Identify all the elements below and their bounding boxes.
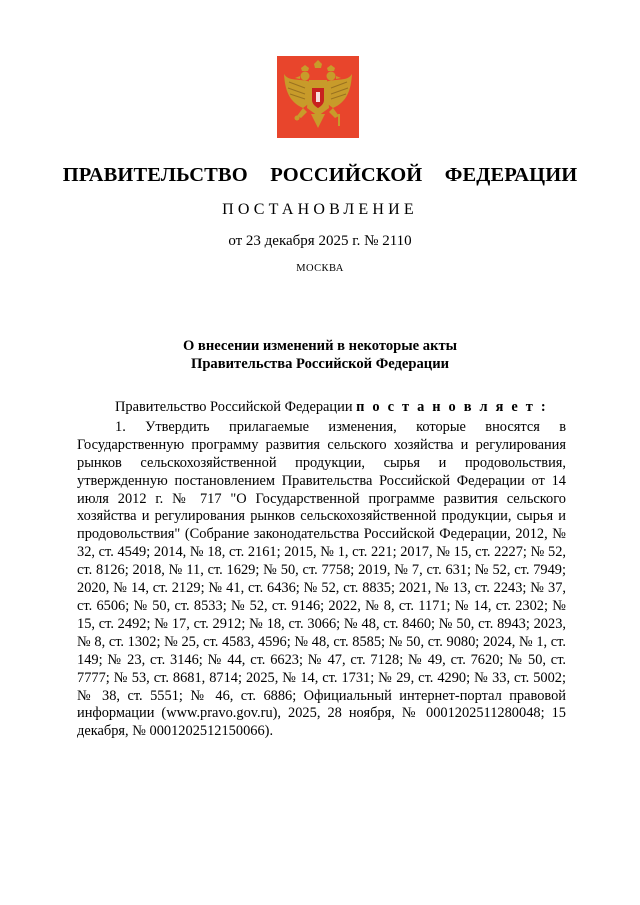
coat-of-arms-emblem xyxy=(277,56,359,138)
resolution-intro xyxy=(77,399,566,417)
title-line-1: О внесении изменений в некоторые акты xyxy=(182,338,458,354)
document-body xyxy=(77,399,566,741)
double-headed-eagle-icon xyxy=(277,56,359,138)
intro-text: Правительство Российской Федерации xyxy=(115,399,357,415)
title-line-2: Правительства Российской Федерации xyxy=(190,356,450,372)
paragraph-item-1: 1. Утвердить прилагаемые изменения, которые вносятся в Государственную программу развития сельского хозяйства и регулирования рынков сельскохозяйственной продукции, сырья и продовольствия, утвержденную постановлением Правительства Российской Федерации от 14 июля 2012 г. № 717 "О Государственной программе развития сельского хозяйства и регулирования рынков сельскохозяйственной продукции, сырья и продовольствия" (Собрание законодательства Российской Федерации, 2012, № 32, ст. 4549; 2014, № 18, ст. 2161; 2015, № 1, ст. 221; 2017, № 15, ст. 2227; № 52, ст. 8126; 2018, № 11, ст. 1629; № 50, ст. 7758; 2019, № 7, ст. 631; № 52, ст. 7949; 2020, № 14, ст. 2129; № 41, ст. 6436; № 52, ст. 8835; 2021, № 13, ст. 2243; № 37, ст. 6506; № 50, ст. 8533; № 52, ст. 9146; 2022, № 8, ст. 1171; № 14, ст. 2302; № 15, ст. 2492; № 17, ст. 2912; № 18, ст. 3066; № 48, ст. 8460; № 50, ст. 8943; 2023, № 8, ст. 1302; № 25, ст. 4583, 4596; № 48, ст. 8585; № 50, ст. 9080; 2024, № 1, ст. 149; № 23, ст. 3146; № 44, ст. 6623; № 47, ст. 7128; № 49, ст. 7620; № 50, ст. 7777; № 53, ст. 8681, 8714; 2025, № 14, ст. 1731; № 29, ст. 4290; № 33, ст. 5002; № 38, ст. 5551; № 46, ст. 6886; Официальный интернет-портал правовой информации (www.pravo.gov.ru), 2025, 28 ноября, № 0001202511280048; 15 декабря, № 0001202512150066). xyxy=(77,418,566,740)
document-title xyxy=(0,337,640,373)
city-name: МОСКВА xyxy=(296,263,344,274)
document-type: ПОСТАНОВЛЕНИЕ xyxy=(222,201,418,218)
document-date-number: от 23 декабря 2025 г. № 2110 xyxy=(228,233,412,249)
intro-decree-word: п о с т а н о в л я е т : xyxy=(356,399,548,415)
government-heading: ПРАВИТЕЛЬСТВО РОССИЙСКОЙ ФЕДЕРАЦИИ xyxy=(62,164,578,186)
